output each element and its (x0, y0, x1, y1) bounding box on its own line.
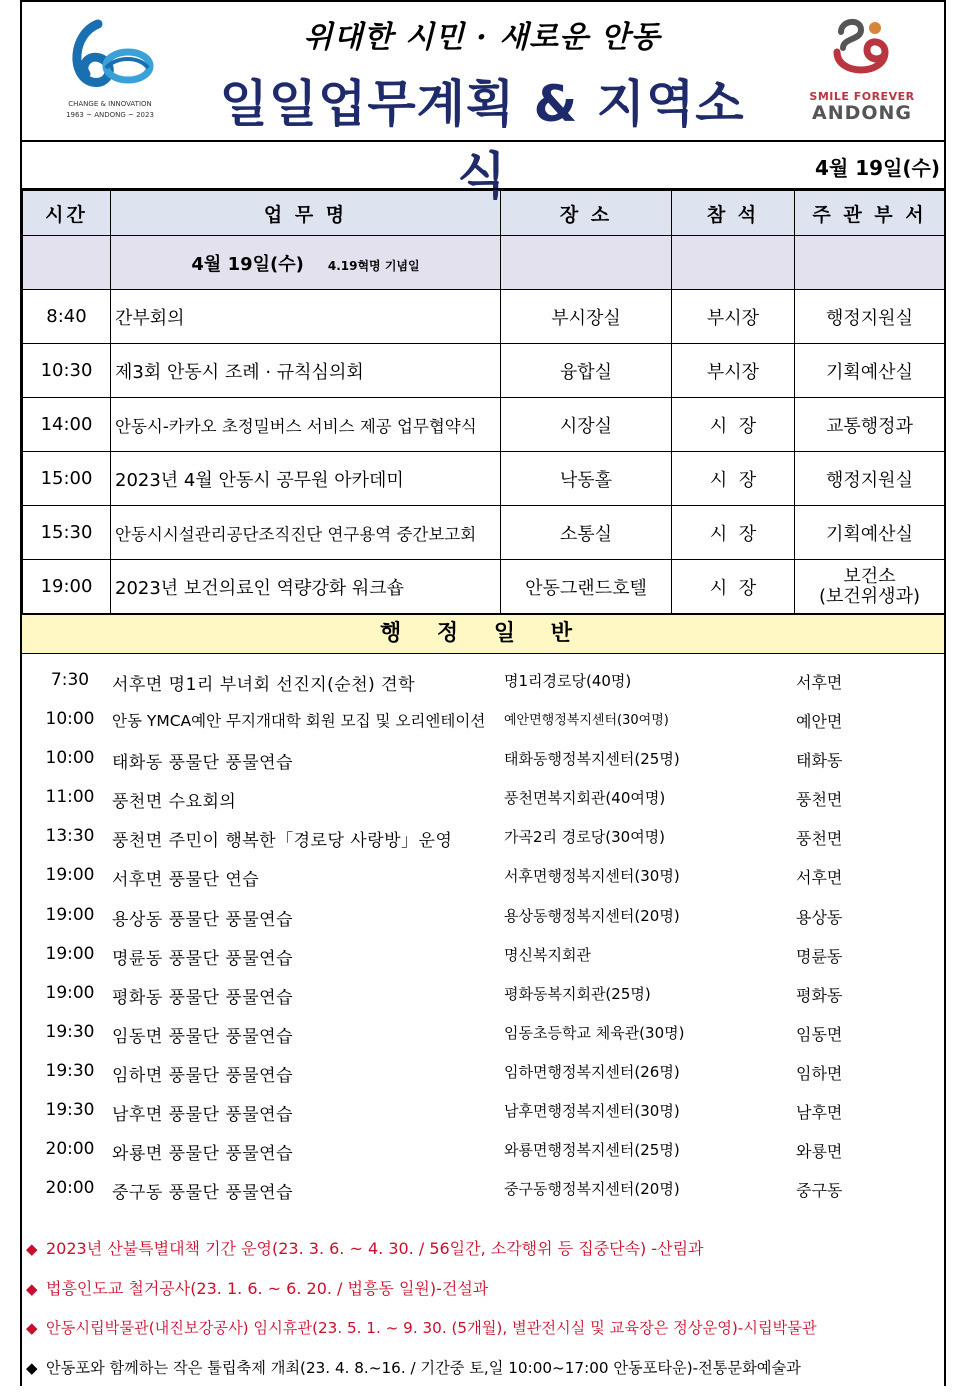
page-title: 일일업무계획 & 지역소식 (202, 64, 762, 208)
item-name: 평화동 풍물단 풍물연습 (112, 983, 293, 1008)
col-header-attendee: 참 석 (672, 191, 795, 236)
item-dept: 풍천면 (796, 787, 842, 810)
slogan: 위대한 시민 · 새로운 안동 (252, 12, 712, 56)
item-name: 남후면 풍물단 풍물연습 (112, 1100, 293, 1125)
header (22, 2, 944, 142)
row-time: 15:30 (23, 506, 111, 560)
row-attendee: 시 장 (672, 398, 795, 452)
table-row (23, 398, 945, 452)
col-header-place: 장 소 (501, 191, 672, 236)
item-dept: 용상동 (796, 905, 842, 928)
sixty-logo-icon (50, 16, 170, 96)
list-item (22, 779, 944, 818)
row-time: 15:00 (23, 452, 111, 506)
row-dept: 기획예산실 (795, 344, 945, 398)
row-dept-line2: (보건위생과) (799, 587, 940, 607)
item-place: 태화동행정복지센터(25명) (504, 748, 680, 769)
row-dept-line1: 보건소 (799, 567, 940, 587)
row-place: 낙동홀 (501, 452, 672, 506)
admin-list (22, 654, 944, 1209)
empty-cell (672, 236, 795, 290)
item-name: 명륜동 풍물단 풍물연습 (112, 944, 293, 969)
list-item (22, 1092, 944, 1131)
table-row (23, 506, 945, 560)
row-dept: 행정지원실 (795, 290, 945, 344)
item-time: 13:30 (44, 826, 96, 846)
item-place: 임하면행정복지센터(26명) (504, 1061, 680, 1082)
item-place: 명1리경로당(40명) (504, 670, 631, 691)
row-dept: 행정지원실 (795, 452, 945, 506)
item-name: 임하면 풍물단 풍물연습 (112, 1061, 293, 1086)
item-place: 명신복지회관 (504, 944, 591, 965)
item-time: 19:30 (44, 1100, 96, 1120)
smile-logo-icon (827, 14, 897, 84)
notice-text: 법흥인도교 철거공사(23. 1. 6. ~ 6. 20. / 법흥동 일원)-건설과 (46, 1279, 488, 1298)
col-header-dept: 주 관 부 서 (795, 191, 945, 236)
row-task: 안동시시설관리공단조직진단 연구용역 중간보고회 (111, 506, 501, 560)
col-header-task: 업 무 명 (111, 191, 501, 236)
admin-section-heading: 행 정 일 반 (22, 614, 944, 654)
diamond-icon: ◆ (26, 1313, 46, 1343)
list-item (22, 975, 944, 1014)
notices (22, 1234, 944, 1392)
item-dept: 서후면 (796, 670, 842, 693)
table-row (23, 344, 945, 398)
list-item (22, 1131, 944, 1170)
item-time: 19:00 (44, 865, 96, 885)
row-attendee: 시 장 (672, 452, 795, 506)
table-row (23, 560, 945, 614)
item-place: 와룡면행정복지센터(25명) (504, 1139, 680, 1160)
row-attendee: 시 장 (672, 506, 795, 560)
row-task: 안동시-카카오 초정밀버스 서비스 제공 업무협약식 (111, 398, 501, 452)
row-attendee: 부시장 (672, 344, 795, 398)
item-dept: 태화동 (796, 748, 842, 771)
date-row (22, 142, 944, 190)
row-task: 2023년 보건의료인 역량강화 워크숍 (111, 560, 501, 614)
diamond-icon: ◆ (26, 1274, 46, 1304)
item-time: 20:00 (44, 1178, 96, 1198)
table-row (23, 290, 945, 344)
item-time: 19:00 (44, 983, 96, 1003)
item-place: 중구동행정복지센터(20명) (504, 1178, 680, 1199)
date-cell-note: 4.19혁명 기념일 (328, 259, 420, 273)
item-place: 평화동복지회관(25명) (504, 983, 651, 1004)
empty-cell (501, 236, 672, 290)
row-dept: 기획예산실 (795, 506, 945, 560)
list-item (22, 936, 944, 975)
item-name: 용상동 풍물단 풍물연습 (112, 905, 293, 930)
notice-item (22, 1274, 944, 1314)
row-place: 시장실 (501, 398, 672, 452)
andong-logo (802, 14, 922, 129)
item-time: 11:00 (44, 787, 96, 807)
date-cell (111, 236, 501, 290)
row-place: 안동그랜드호텔 (501, 560, 672, 614)
empty-cell (795, 236, 945, 290)
item-dept: 임하면 (796, 1061, 842, 1084)
empty-cell (23, 236, 111, 290)
document-page (20, 0, 946, 1386)
item-place: 가곡2리 경로당(30여명) (504, 826, 665, 847)
list-item (22, 857, 944, 896)
row-time: 19:00 (23, 560, 111, 614)
item-name: 풍천면 수요회의 (112, 787, 236, 812)
item-dept: 예안면 (796, 709, 842, 732)
date-subheader-row (23, 236, 945, 290)
item-place: 용상동행정복지센터(20명) (504, 905, 680, 926)
item-name: 태화동 풍물단 풍물연습 (112, 748, 293, 773)
item-dept: 풍천면 (796, 826, 842, 849)
list-item (22, 1053, 944, 1092)
notice-text: 안동포와 함께하는 작은 툴립축제 개최(23. 4. 8.~16. / 기간중 토,일 10:00~17:00 안동포타운)-전통문화예술과 (46, 1359, 801, 1377)
item-name: 중구동 풍물단 풍물연습 (112, 1178, 293, 1203)
item-dept: 남후면 (796, 1100, 842, 1123)
row-place: 융합실 (501, 344, 672, 398)
logo-caption-2: 1963 ~ ANDONG ~ 2023 (50, 111, 170, 119)
item-name: 풍천면 주민이 행복한「경로당 사랑방」운영 (112, 826, 452, 851)
item-place: 예안면행정복지센터(30여명) (504, 709, 669, 728)
item-dept: 임동면 (796, 1022, 842, 1045)
row-dept (795, 560, 945, 614)
item-place: 서후면행정복지센터(30명) (504, 865, 680, 886)
item-name: 와룡면 풍물단 풍물연습 (112, 1139, 293, 1164)
row-time: 10:30 (23, 344, 111, 398)
logo-text-smile: SMILE FOREVER (802, 90, 922, 103)
item-time: 19:30 (44, 1022, 96, 1042)
logo-text-andong: ANDONG (802, 103, 922, 123)
list-item (22, 701, 944, 740)
notice-item (22, 1313, 944, 1353)
item-name: 서후면 명1리 부녀회 선진지(순천) 견학 (112, 670, 415, 695)
diamond-icon: ◆ (26, 1234, 46, 1264)
row-task: 2023년 4월 안동시 공무원 아카데미 (111, 452, 501, 506)
col-header-time: 시간 (23, 191, 111, 236)
notice-text: 2023년 산불특별대책 기간 운영(23. 3. 6. ~ 4. 30. / 56일간, 소각행위 등 집중단속) -산림과 (46, 1239, 704, 1258)
document-date: 4월 19일(수) (815, 152, 940, 181)
logo-caption-1: CHANGE & INNOVATION (50, 100, 170, 108)
diamond-icon: ◆ (26, 1353, 46, 1383)
list-item (22, 818, 944, 857)
row-time: 8:40 (23, 290, 111, 344)
item-name: 임동면 풍물단 풍물연습 (112, 1022, 293, 1047)
item-time: 7:30 (44, 670, 96, 690)
row-task: 제3회 안동시 조례 · 규칙심의회 (111, 344, 501, 398)
notice-text: 안동시립박물관(내진보강공사) 임시휴관(23. 5. 1. ~ 9. 30. (5개월), 별관전시실 및 교육장은 정상운영)-시립박물관 (46, 1319, 817, 1337)
row-place: 부시장실 (501, 290, 672, 344)
item-place: 풍천면복지회관(40여명) (504, 787, 665, 808)
item-time: 10:00 (44, 748, 96, 768)
anniversary-60-logo (50, 16, 170, 126)
date-cell-date: 4월 19일(수) (191, 254, 303, 275)
row-attendee: 시 장 (672, 560, 795, 614)
item-place: 남후면행정복지센터(30명) (504, 1100, 680, 1121)
item-name: 서후면 풍물단 연습 (112, 865, 259, 890)
row-attendee: 부시장 (672, 290, 795, 344)
item-time: 19:30 (44, 1061, 96, 1081)
item-time: 10:00 (44, 709, 96, 729)
list-item (22, 1014, 944, 1053)
row-time: 14:00 (23, 398, 111, 452)
item-dept: 서후면 (796, 865, 842, 888)
item-place: 임동초등학교 체육관(30명) (504, 1022, 684, 1043)
item-dept: 평화동 (796, 983, 842, 1006)
item-dept: 와룡면 (796, 1139, 842, 1162)
item-time: 19:00 (44, 944, 96, 964)
notice-item (22, 1353, 944, 1392)
item-dept: 중구동 (796, 1178, 842, 1201)
item-name: 안동 YMCA예안 무지개대학 회원 모집 및 오리엔테이션 (112, 709, 485, 731)
row-task: 간부회의 (111, 290, 501, 344)
row-dept: 교통행정과 (795, 398, 945, 452)
table-row (23, 452, 945, 506)
list-item (22, 740, 944, 779)
notice-item (22, 1234, 944, 1274)
row-place: 소통실 (501, 506, 672, 560)
item-time: 20:00 (44, 1139, 96, 1159)
schedule-table (22, 190, 945, 614)
list-item (22, 1170, 944, 1209)
list-item (22, 897, 944, 936)
list-item (22, 662, 944, 701)
item-dept: 명륜동 (796, 944, 842, 967)
item-time: 19:00 (44, 905, 96, 925)
